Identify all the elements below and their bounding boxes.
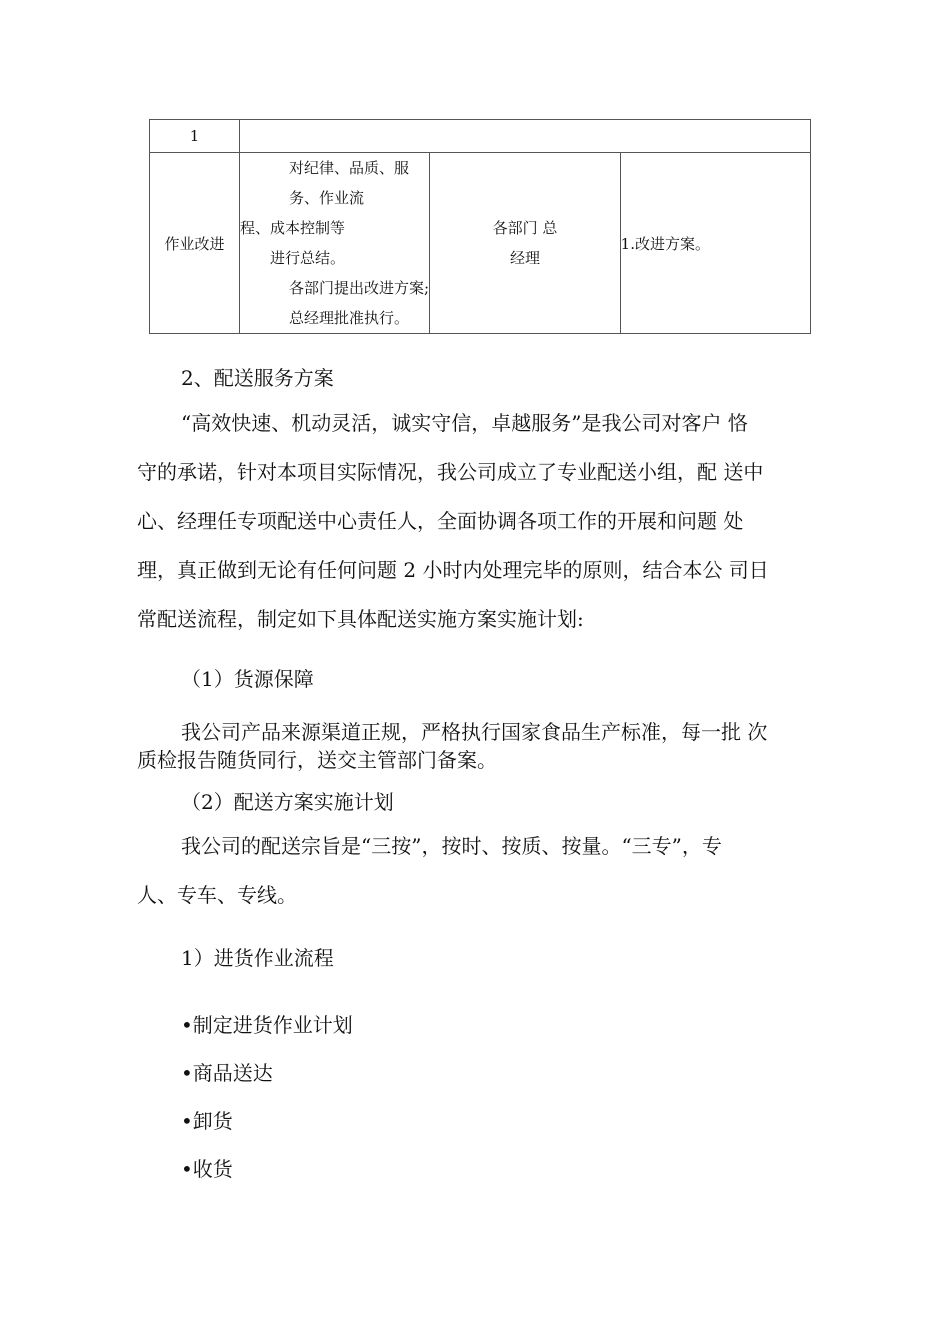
bullet-item: •卸货 bbox=[181, 1109, 233, 1133]
content-line: 总经理批准执行。 bbox=[289, 309, 410, 327]
subsection-heading: （1）货源保障 bbox=[181, 667, 314, 691]
content-line: 程、成本控制等 bbox=[240, 219, 346, 237]
content-line: 各部门提出改进方案; bbox=[289, 279, 430, 297]
table-row bbox=[150, 120, 811, 153]
bullet-item: •制定进货作业计划 bbox=[181, 1013, 353, 1037]
category-cell: 作业改进 bbox=[150, 153, 240, 334]
content-line: 进行总结。 bbox=[270, 249, 346, 267]
paragraph-line: 我公司产品来源渠道正规，严格执行国家食品生产标准，每一批 次 bbox=[181, 720, 768, 744]
paragraph-line: 心、经理任专项配送中心责任人，全面协调各项工作的开展和问题 处 bbox=[137, 509, 744, 533]
department-line: 经理 bbox=[509, 249, 540, 267]
flow-heading: 1）进货作业流程 bbox=[181, 946, 334, 970]
paragraph-line: 质检报告随货同行，送交主管部门备案。 bbox=[137, 748, 497, 772]
work-table bbox=[149, 119, 811, 334]
bullet-item: •商品送达 bbox=[181, 1061, 273, 1085]
bullet-item: •收货 bbox=[181, 1157, 233, 1181]
content-cell bbox=[240, 153, 430, 334]
paragraph-line: 常配送流程，制定如下具体配送实施方案实施计划: bbox=[137, 607, 584, 631]
paragraph-line: 守的承诺，针对本项目实际情况，我公司成立了专业配送小组，配 送中 bbox=[137, 460, 764, 484]
subsection-heading: （2）配送方案实施计划 bbox=[181, 790, 394, 814]
delivery-paragraph bbox=[137, 822, 827, 920]
paragraph-line: 理，真正做到无论有任何问题 2 小时内处理完毕的原则，结合本公 司日 bbox=[137, 558, 769, 582]
intro-paragraph bbox=[137, 399, 827, 644]
table-row bbox=[150, 153, 811, 334]
paragraph-line: “高效快速、机动灵活，诚实守信，卓越服务”是我公司对客户 恪 bbox=[181, 411, 748, 435]
paragraph-line: 我公司的配送宗旨是“三按”，按时、按质、按量。“三专”，专 bbox=[181, 834, 722, 858]
remark-cell: 1.改进方案。 bbox=[620, 153, 810, 334]
content-line: 对纪律、品质、服务、作业流 bbox=[289, 159, 410, 207]
source-paragraph bbox=[137, 718, 827, 774]
row-number: 1 bbox=[150, 120, 240, 153]
department-cell bbox=[430, 153, 620, 334]
section-heading: 2、配送服务方案 bbox=[181, 366, 334, 390]
paragraph-line: 人、专车、专线。 bbox=[137, 883, 297, 907]
department-line: 各部门 总 bbox=[492, 219, 558, 237]
empty-cell bbox=[240, 120, 811, 153]
